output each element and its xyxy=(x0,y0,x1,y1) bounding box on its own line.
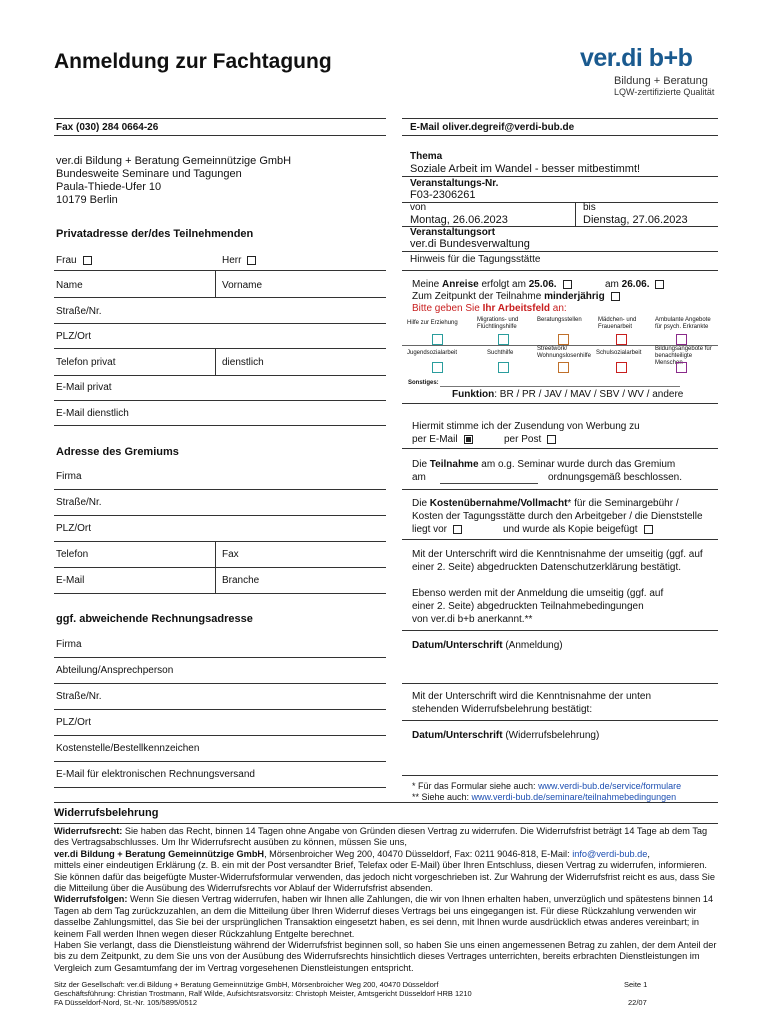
name-field[interactable]: Name xyxy=(56,280,83,291)
herr-label: Herr xyxy=(222,255,242,266)
field-jugend: Jugendsozialarbeit xyxy=(407,350,458,356)
frau-option[interactable] xyxy=(56,255,92,266)
funktion-options: : BR / PR / JAV / MAV / SBV / WV / andere xyxy=(494,389,684,400)
footer-line: Sitz der Gesellschaft: ver.di Bildung + Beratung Gemeinnützige GmbH, Mörsenbroicher Weg 200, 40470 Düsseldorf xyxy=(54,980,439,989)
recipient-address xyxy=(56,155,291,207)
email-privat-field[interactable]: E-Mail privat xyxy=(56,382,112,393)
telefon-dienstlich-field[interactable]: dienstlich xyxy=(222,357,264,368)
bis-date: Dienstag, 27.06.2023 xyxy=(583,214,688,226)
kopie-label: und wurde als Kopie beigefügt xyxy=(503,524,638,535)
widerruf-heading: Widerrufsbelehrung xyxy=(54,807,159,819)
funktion-line xyxy=(452,389,683,400)
teilnahmebed-line-2: einer 2. Seite) abgedruckten Teilnahmebedingungen xyxy=(412,601,644,612)
teilnahme-date-input[interactable] xyxy=(440,483,538,484)
per-post-label: per Post xyxy=(504,434,542,445)
logo-wordmark: ver.di b+b xyxy=(580,44,693,72)
signature-anmeldung[interactable] xyxy=(412,640,563,651)
ort-value: ver.di Bundesverwaltung xyxy=(410,238,530,250)
signature-context: (Widerrufsbelehrung) xyxy=(502,730,600,741)
field-hilfe-checkbox[interactable] xyxy=(432,334,443,345)
widerruf-ack-line-1: Mit der Unterschrift wird die Kenntnisnahme der unten xyxy=(412,691,652,702)
ort-label: Veranstaltungsort xyxy=(410,227,496,238)
teilnahmebed-line-1: Ebenso werden mit der Anmeldung die umseitig (ggf. auf xyxy=(412,588,664,599)
branche-field[interactable]: Branche xyxy=(222,575,260,586)
firma-field[interactable]: Firma xyxy=(56,471,82,482)
kosten-bold: Kostenübernahme/Vollmacht xyxy=(429,498,568,509)
field-bildung: Bildungsangebote für benachteiligte Menschen xyxy=(655,346,712,366)
field-schule-checkbox[interactable] xyxy=(616,362,627,373)
minderjaehrig-line xyxy=(412,291,620,302)
footnote-teilnahme xyxy=(412,792,676,802)
liegt-vor-checkbox[interactable] xyxy=(453,525,462,534)
rechnung-email-field[interactable]: E-Mail für elektronischen Rechnungsversand xyxy=(56,769,255,780)
teilnahme-bold: Teilnahme xyxy=(429,459,479,470)
field-migration-checkbox[interactable] xyxy=(498,334,509,345)
anreise-option-2 xyxy=(605,279,664,290)
per-email-option[interactable] xyxy=(412,434,473,445)
company-name: ver.di Bildung + Beratung Gemeinnützige GmbH xyxy=(54,848,265,859)
gremium-email-field[interactable]: E-Mail xyxy=(56,575,85,586)
logo-certification: LQW-zertifizierte Qualität xyxy=(614,87,715,97)
field-schule: Schulsozialarbeit xyxy=(596,350,642,356)
form-version: 22/07 xyxy=(628,998,647,1007)
anreise-date1: 25.06. xyxy=(528,279,557,290)
widerrufsrecht-text: Sie haben das Recht, binnen 14 Tagen ohne Angabe von Gründen diesen Vertrag zu widerrufen. Die Widerrufsfrist beträgt 14 Tage ab dem Tag des Vertragsabschlusses. Um Ihr Widerrufsrecht ausüben zu können, müssen Sie uns, xyxy=(54,826,708,848)
anreise-am: am xyxy=(605,279,622,290)
address-line: Paula-Thiede-Ufer 10 xyxy=(56,181,162,193)
arbeitsfeld-bold: Ihr Arbeitsfeld xyxy=(482,303,551,314)
widerruf-section xyxy=(54,802,718,973)
thema-label: Thema xyxy=(410,151,443,162)
telefon-privat-field[interactable]: Telefon privat xyxy=(56,357,116,368)
herr-option[interactable] xyxy=(222,255,256,266)
kostenstelle-field[interactable]: Kostenstelle/Bestellkennzeichen xyxy=(56,743,200,754)
widerruf-body xyxy=(54,823,718,974)
vnr-label: Veranstaltungs-Nr. xyxy=(410,178,499,189)
kosten-text: Die xyxy=(412,498,430,509)
liegt-vor-label: liegt vor xyxy=(412,524,448,535)
footer-line: FA Düsseldorf-Nord, St.-Nr. 105/5895/0512 xyxy=(54,998,197,1007)
vnr-value: F03-2306261 xyxy=(410,189,476,201)
teilnahme-text: Die xyxy=(412,459,430,470)
address-line: 10179 Berlin xyxy=(56,194,118,206)
rechnung-heading: ggf. abweichende Rechnungsadresse xyxy=(56,613,253,625)
signature-widerruf[interactable] xyxy=(412,730,599,741)
company-footer xyxy=(54,980,472,1007)
signature-label: Datum/Unterschrift xyxy=(412,730,503,741)
rechnung-firma-field[interactable]: Firma xyxy=(56,639,82,650)
herr-checkbox[interactable] xyxy=(247,256,256,265)
info-email-link[interactable]: info@verdi-bub.de xyxy=(572,848,648,859)
fax-number: Fax (030) 284 0664-26 xyxy=(56,122,159,133)
arbeitsfeld-prompt xyxy=(412,303,567,314)
strasse-field[interactable]: Straße/Nr. xyxy=(56,306,102,317)
thema-value: Soziale Arbeit im Wandel - besser mitbestimmt! xyxy=(410,163,641,175)
plz-field[interactable]: PLZ/Ort xyxy=(56,331,92,342)
gremium-strasse-field[interactable]: Straße/Nr. xyxy=(56,497,102,508)
rechnung-plz-field[interactable]: PLZ/Ort xyxy=(56,717,92,728)
footer-line: Geschäftsführung: Christian Trostmann, Ralf Wilde, Aufsichtsratsvorsitz: Christoph Meister, Amtsgericht Düsseldorf HRB 1210 xyxy=(54,989,472,998)
frau-label: Frau xyxy=(56,255,77,266)
field-streetwork: Streetwork/ Wohnungslosenhilfe xyxy=(537,346,591,359)
per-email-label: per E-Mail xyxy=(412,434,458,445)
logo-subtitle: Bildung + Beratung xyxy=(614,75,708,87)
widerrufsfolgen-label: Widerrufsfolgen: xyxy=(54,894,128,905)
gremium-telefon-field[interactable]: Telefon xyxy=(56,549,89,560)
gremium-fax-field[interactable]: Fax xyxy=(222,549,239,560)
verdi-logo xyxy=(580,44,730,97)
widerrufsrecht-label: Widerrufsrecht: xyxy=(54,826,123,836)
kosten-line-2: Kosten der Tagungsstätte durch den Arbeitgeber / die Dienststelle xyxy=(412,511,703,522)
widerruf-ack-line-2: stehenden Widerrufsbelehrung bestätigt: xyxy=(412,704,593,715)
werbung-text: Hiermit stimme ich der Zusendung von Werbung zu xyxy=(412,421,640,432)
field-sucht-checkbox[interactable] xyxy=(498,362,509,373)
abteilung-field[interactable]: Abteilung/Ansprechperson xyxy=(56,665,174,676)
ordnungsgemaess-text: ordnungsgemäß beschlossen. xyxy=(548,472,682,483)
kopie-checkbox[interactable] xyxy=(644,525,653,534)
per-email-checkbox-checked[interactable] xyxy=(464,435,473,444)
arbeitsfeld-text: Bitte geben Sie xyxy=(412,303,483,314)
field-maedchen-checkbox[interactable] xyxy=(616,334,627,345)
kosten-text2: * für die Seminargebühr / xyxy=(567,498,679,509)
sonstiges-label: Sonstiges: xyxy=(408,380,439,386)
field-bildung-checkbox[interactable] xyxy=(676,362,687,373)
gremium-plz-field[interactable]: PLZ/Ort xyxy=(56,523,92,534)
footnote-formular xyxy=(412,781,681,791)
address-line: ver.di Bildung + Beratung Gemeinnützige GmbH xyxy=(56,155,292,167)
field-ambulant: Ambulante Angebote für psych. Erkrankte xyxy=(655,317,711,330)
datenschutz-line-1: Mit der Unterschrift wird die Kenntnisnahme der umseitig (ggf. auf xyxy=(412,549,703,560)
anreise-text2: erfolgt am xyxy=(478,279,529,290)
private-address-heading: Privatadresse der/des Teilnehmenden xyxy=(56,228,254,240)
formular-link[interactable]: www.verdi-bub.de/service/formulare xyxy=(538,781,682,791)
rechnung-strasse-field[interactable]: Straße/Nr. xyxy=(56,691,102,702)
field-migration: Migrations- und Flüchtlingshilfe xyxy=(477,317,519,330)
teilnahme-line xyxy=(412,459,675,470)
frau-checkbox[interactable] xyxy=(83,256,92,265)
anreise-bold: Anreise xyxy=(442,279,479,290)
page-title: Anmeldung zur Fachtagung xyxy=(54,50,332,73)
datenschutz-line-2: einer 2. Seite) abgedruckten Datenschutzerklärung bestätigt. xyxy=(412,562,682,573)
teilnahmebedingungen-link[interactable]: www.verdi-bub.de/seminare/teilnahmebedingungen xyxy=(471,792,677,802)
field-sucht: Suchthilfe xyxy=(487,350,514,356)
minderjaehrig-checkbox[interactable] xyxy=(611,292,620,301)
widerruf-erklaerung-text: mittels einer eindeutigen Erklärung (z. B. ein mit der Post versandter Brief, Telefax oder E-Mail) über Ihren Entschluss, diesen Vertrag zu widerrufen, informieren. Sie können dafür das beigefügte Muster-Widerrufsformular verwenden, das jedoch nicht vorgeschrieben ist. Zur Wahrung der Widerrufsfrist reicht es aus, dass Sie die Mitteilung über die Ausübung des Widerrufsrechts vor Ablauf der Widerrufsfrist absenden. xyxy=(54,860,715,894)
anreise-text: Meine xyxy=(412,279,443,290)
minder-bold: minderjährig xyxy=(544,291,605,302)
field-streetwork-checkbox[interactable] xyxy=(558,362,569,373)
anreise-date2: 26.06. xyxy=(621,279,650,290)
anreise-25-checkbox[interactable] xyxy=(563,280,572,289)
vorname-field[interactable]: Vorname xyxy=(222,280,263,291)
comma: , xyxy=(647,848,650,859)
page-number: Seite 1 xyxy=(624,980,648,989)
field-beratung: Beratungsstellen xyxy=(537,317,582,323)
bis-label: bis xyxy=(583,202,596,213)
arbeitsfeld-text2: an: xyxy=(550,303,567,314)
kopie-option[interactable] xyxy=(503,524,653,535)
minder-text: Zum Zeitpunkt der Teilnahme xyxy=(412,291,545,302)
per-post-option[interactable] xyxy=(504,434,556,445)
widerrufsfolgen-text: Wenn Sie diesen Vertrag widerrufen, haben wir Ihnen alle Zahlungen, die wir von Ihnen erhalten haben, unverzüglich und spätestens binnen 14 Tagen ab dem Tag zurückzuzahlen, an dem die Mitteilung über Ihren Widerruf dieses Vertrags bei uns eingegangen ist. Für diese Rückzahlung verwenden wir dasselbe Zahlungsmittel, das Sie bei der ursprünglichen Transaktion eingesetzt haben, es sei denn, mit Ihnen wurde ausdrücklich etwas anderes vereinbart; in keinem Fall werden Ihnen wegen dieser Rückzahlung Entgelte berechnet. xyxy=(54,894,714,939)
footnote-text: ** Siehe auch: xyxy=(412,792,472,802)
signature-context: (Anmeldung) xyxy=(502,640,563,651)
email-contact: E-Mail oliver.degreif@verdi-bub.de xyxy=(410,122,575,133)
email-dienstlich-field[interactable]: E-Mail dienstlich xyxy=(56,408,129,419)
address-line: Bundesweite Seminare und Tagungen xyxy=(56,168,242,180)
von-label: von xyxy=(410,202,427,213)
signature-label: Datum/Unterschrift xyxy=(412,640,503,651)
anreise-line xyxy=(412,279,572,290)
dienstleistung-text: Haben Sie verlangt, dass die Dienstleistung während der Widerrufsfrist beginnen soll, so haben Sie uns einen angemessenen Betrag zu zahlen, der dem Anteil der bis zu dem Zeitpunkt, zu dem Sie uns von der Ausübung des Widerrufsrechts hinsichtlich dieses Vertrages unterrichten, bereits erbrachten Dienstleistungen im Vergleich zum Gesamtumfang der im Vertrag vorgesehenen Dienstleistungen entspricht. xyxy=(54,940,717,973)
anreise-26-checkbox[interactable] xyxy=(655,280,664,289)
teilnahme-text2: am o.g. Seminar wurde durch das Gremium xyxy=(478,459,676,470)
field-beratung-checkbox[interactable] xyxy=(558,334,569,345)
von-date: Montag, 26.06.2023 xyxy=(410,214,508,226)
gremium-heading: Adresse des Gremiums xyxy=(56,446,179,458)
per-post-checkbox[interactable] xyxy=(547,435,556,444)
sonstiges-input-line[interactable] xyxy=(440,386,680,387)
hinweis-label: Hinweis für die Tagungsstätte xyxy=(410,254,541,265)
teilnahmebed-line-3: von ver.di b+b anerkannt.** xyxy=(412,614,533,625)
teilnahme-am-label: am xyxy=(412,472,426,483)
field-ambulant-checkbox[interactable] xyxy=(676,334,687,345)
kosten-line xyxy=(412,498,679,509)
field-maedchen: Mädchen- und Frauenarbeit xyxy=(598,317,637,330)
company-address: , Mörsenbroicher Weg 200, 40470 Düsseldorf, Fax: 0211 9046-818, E-Mail: xyxy=(264,848,573,859)
liegt-vor-option[interactable] xyxy=(412,524,462,535)
footnote-text: * Für das Formular siehe auch: xyxy=(412,781,539,791)
field-jugend-checkbox[interactable] xyxy=(432,362,443,373)
funktion-bold: Funktion xyxy=(452,389,495,400)
field-hilfe: Hilfe zur Erziehung xyxy=(407,320,458,326)
